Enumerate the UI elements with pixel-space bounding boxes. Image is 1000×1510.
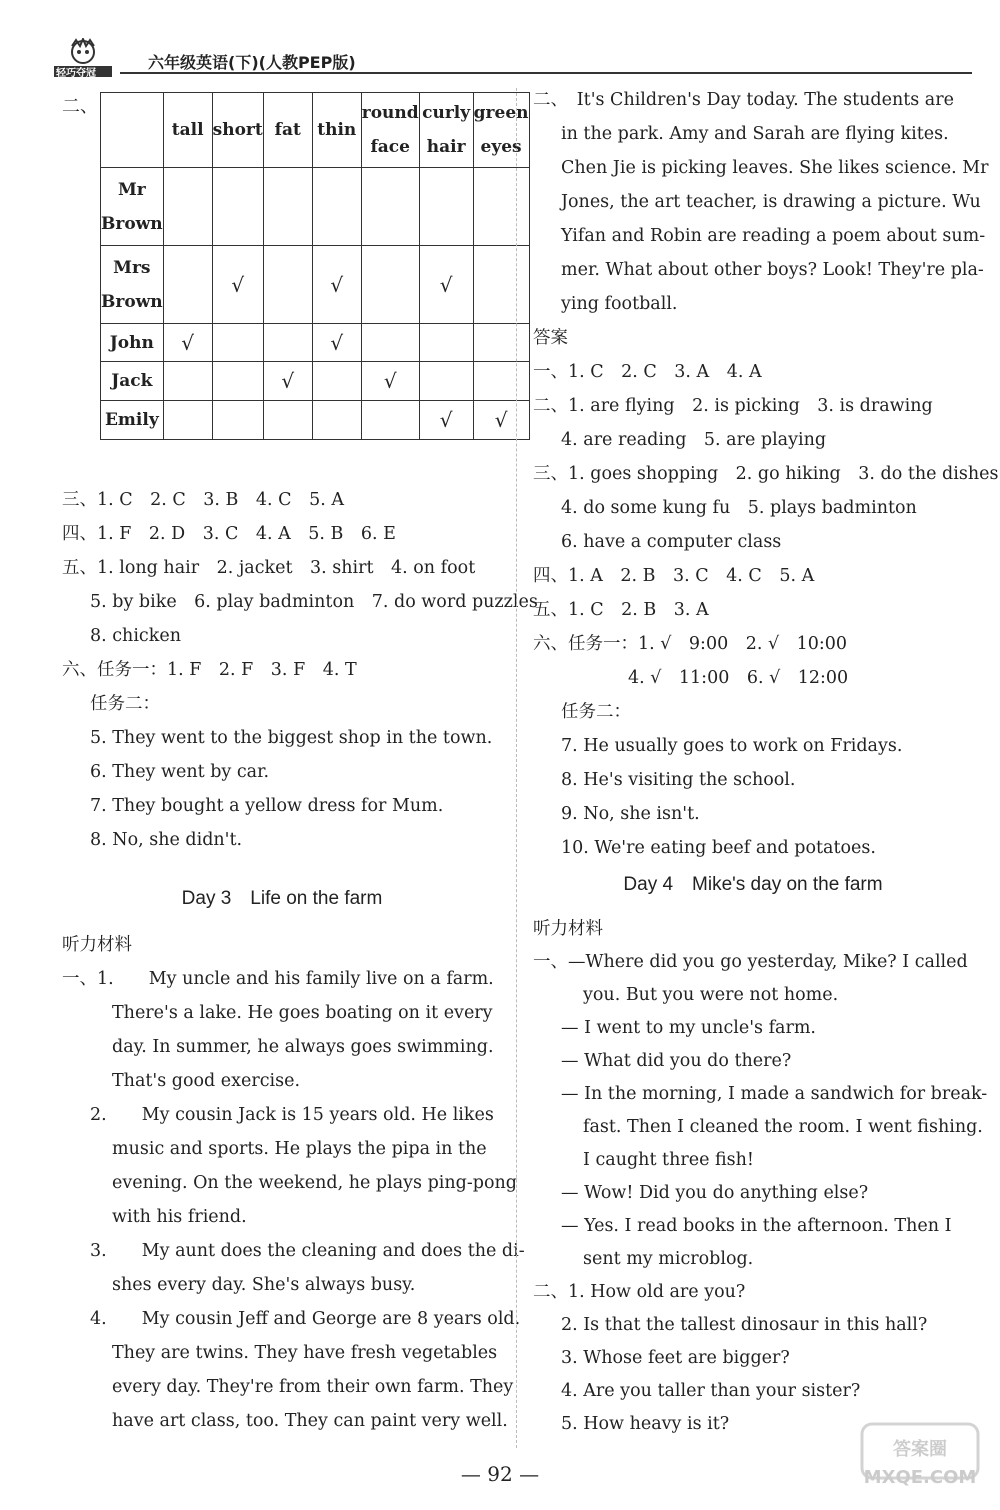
check-cell [473,362,529,401]
answer-line: 4. √ 11:00 6. √ 12:00 [628,668,849,688]
answer-line: 7. He usually goes to work on Fridays. [561,736,903,756]
answer-line: 4. do some kung fu 5. plays badminton [561,498,917,518]
dialogue-line: — What did you do there? [561,1051,792,1071]
column-header: round face [361,93,419,168]
table-header-row [101,93,530,168]
answer-line: 8. No, she didn't. [90,830,243,850]
answer-line: 5. by bike 6. play badminton 7. do word puzzles [90,592,538,612]
check-cell [212,324,263,362]
table-corner-cell [101,93,164,168]
listening-line: 3. My aunt does the cleaning and does the di- [90,1241,525,1261]
answer-line: 三、1. C 2. C 3. B 4. C 5. A [62,490,344,510]
table-row [101,324,530,362]
answer-line: 三、1. goes shopping 2. go hiking 3. do the dishes [533,464,999,484]
check-cell [212,401,263,440]
check-cell [263,324,312,362]
check-cell [263,246,312,324]
question-line: 2. Is that the tallest dinosaur in this hall? [561,1315,928,1335]
answer-line: 六、任务一：1. F 2. F 3. F 4. T [62,660,357,680]
listening-line: day. In summer, he always goes swimming. [112,1037,494,1057]
dialogue-line: fast. Then I cleaned the room. I went fishing. [583,1117,983,1137]
check-cell [212,362,263,401]
check-cell: √ [361,362,419,401]
passage-line: 二、 It's Children's Day today. The students are [533,90,954,110]
row-name: Mr Brown [101,168,164,246]
check-cell [473,168,529,246]
row-name: Emily [101,401,164,440]
passage-line: Jones, the art teacher, is drawing a picture. Wu [561,192,981,212]
day3-title: Day 3 Life on the farm [181,888,383,909]
answer-line: 二、1. are flying 2. is picking 3. is drawing [533,396,933,416]
table-row [101,401,530,440]
row-name: Jack [101,362,164,401]
passage-line: Chen Jie is picking leaves. She likes science. Mr [561,158,989,178]
answer-line: 一、1. C 2. C 3. A 4. A [533,362,762,382]
check-cell [419,362,473,401]
check-cell [163,401,212,440]
check-cell [212,168,263,246]
listening-line: evening. On the weekend, he plays ping-pong [112,1173,517,1193]
question-line: 二、1. How old are you? [533,1282,746,1302]
check-cell: √ [419,246,473,324]
listening-line: 一、1. My uncle and his family live on a farm. [62,969,494,989]
question-line: 3. Whose feet are bigger? [561,1348,790,1368]
check-cell [163,246,212,324]
answer-line: 五、1. C 2. B 3. A [533,600,709,620]
column-header: thin [312,93,361,168]
passage-line: ying football. [561,294,678,314]
listening-line: There's a lake. He goes boating on it every [112,1003,493,1023]
page-number: — 92 — [460,1462,540,1486]
dialogue-line: — In the morning, I made a sandwich for break- [561,1084,988,1104]
listening-line: every day. They're from their own farm. They [112,1377,514,1397]
answer-line: 8. chicken [90,626,181,646]
dialogue-line: — I went to my uncle's farm. [561,1018,816,1038]
listening-line: 2. My cousin Jack is 15 years old. He likes [90,1105,494,1125]
answer-line: 9. No, she isn't. [561,804,700,824]
right-passage [533,83,998,865]
column-header: curly hair [419,93,473,168]
check-cell [419,324,473,362]
answer-line: 任务二： [561,702,631,722]
check-cell: √ [263,362,312,401]
column-divider [516,88,517,1448]
check-cell [361,401,419,440]
check-cell: √ [419,401,473,440]
header-rule [120,72,972,74]
section-label: 答案 [533,328,568,348]
listening-line: with his friend. [112,1207,247,1227]
listening-line: That's good exercise. [112,1071,301,1091]
dialogue-line: I caught three fish! [583,1150,754,1170]
listening-line: 4. My cousin Jeff and George are 8 years old. [90,1309,521,1329]
check-cell [263,401,312,440]
passage-line: in the park. Amy and Sarah are flying kites. [561,124,949,144]
logo-text: 轻巧夺冠 [56,68,96,79]
check-cell: √ [312,246,361,324]
answer-line: 四、1. A 2. B 3. C 4. C 5. A [533,566,815,586]
dialogue-line: sent my microblog. [583,1249,754,1269]
check-cell [163,168,212,246]
check-cell [419,168,473,246]
check-cell [263,168,312,246]
section-label: 听力材料 [62,935,132,955]
watermark-logo [860,1422,980,1502]
table-row [101,246,530,324]
column-header: short [212,93,263,168]
table-section-label: 二、 [62,96,98,117]
day4-title: Day 4 Mike's day on the farm [623,874,883,895]
answer-line: 5. They went to the biggest shop in the town. [90,728,493,748]
check-cell [312,401,361,440]
check-cell: √ [473,401,529,440]
check-cell [361,324,419,362]
table-row [101,168,530,246]
column-header: green eyes [473,93,529,168]
listening-line: They are twins. They have fresh vegetables [112,1343,498,1363]
passage-line: mer. What about other boys? Look! They're pla- [561,260,984,280]
check-cell: √ [312,324,361,362]
answer-line: 六、任务一：1. √ 9:00 2. √ 10:00 [533,634,848,654]
answer-line: 6. have a computer class [561,532,782,552]
column-header: tall [163,93,212,168]
answer-line: 6. They went by car. [90,762,270,782]
section-label: 听力材料 [533,919,603,939]
answer-line: 五、1. long hair 2. jacket 3. shirt 4. on foot [62,558,476,578]
listening-line: have art class, too. They can paint very well. [112,1411,508,1431]
check-cell [473,246,529,324]
right-listening [533,913,987,1441]
left-answers [62,483,538,857]
answer-line: 10. We're eating beef and potatoes. [561,838,876,858]
header-title: 六年级英语(下)(人教PEP版) [148,53,356,72]
check-cell [361,168,419,246]
question-line: 5. How heavy is it? [561,1414,730,1434]
check-cell: √ [212,246,263,324]
listening-line: shes every day. She's always busy. [112,1275,416,1295]
answer-line: 4. are reading 5. are playing [561,430,827,450]
dialogue-line: 一、—Where did you go yesterday, Mike? I called [533,952,968,972]
check-cell [473,324,529,362]
check-cell [312,168,361,246]
watermark-text: 答案圈 MXQE.COM [863,1439,977,1488]
answer-line: 7. They bought a yellow dress for Mum. [90,796,444,816]
check-cell [361,246,419,324]
table-row [101,362,530,401]
question-line: 4. Are you taller than your sister? [561,1381,861,1401]
listening-line: music and sports. He plays the pipa in the [112,1139,487,1159]
dialogue-line: you. But you were not home. [583,985,839,1005]
answer-line: 任务二： [90,694,160,714]
answer-line: 8. He's visiting the school. [561,770,796,790]
answer-line: 四、1. F 2. D 3. C 4. A 5. B 6. E [62,524,396,544]
passage-line: Yifan and Robin are reading a poem about sum- [561,226,986,246]
dialogue-line: — Yes. I read books in the afternoon. Then I [561,1216,952,1236]
appearance-table [100,92,530,440]
row-name: Mrs Brown [101,246,164,324]
check-cell [312,362,361,401]
check-cell: √ [163,324,212,362]
row-name: John [101,324,164,362]
column-header: fat [263,93,312,168]
check-cell [163,362,212,401]
left-listening [62,928,525,1438]
dialogue-line: — Wow! Did you do anything else? [561,1183,869,1203]
